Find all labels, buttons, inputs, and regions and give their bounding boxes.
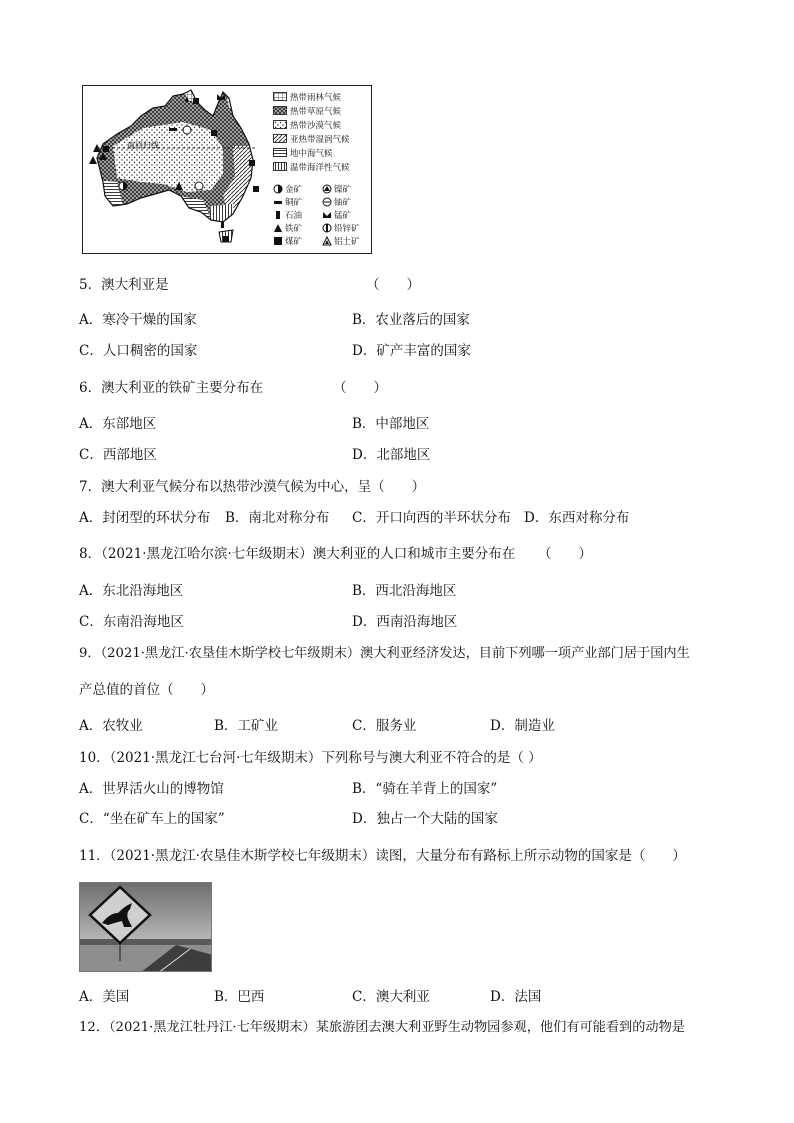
- legend-item: [273, 118, 371, 131]
- copper-icon: [273, 197, 283, 207]
- coal-icon: [193, 98, 199, 104]
- mineral-label: 镍矿: [334, 184, 352, 195]
- q5-option-d[interactable]: D．矿产丰富的国家: [352, 343, 471, 359]
- question-12-stem: 12．（2021·黑龙江牡丹江·七年级期末）某旅游团去澳大利亚野生动物园参观，他们有可能看到的动物是: [79, 1020, 685, 1035]
- mineral-label: 铀矿: [334, 197, 352, 208]
- mineral-label: 铁矿: [285, 223, 303, 234]
- mineral-legend-item: [322, 209, 371, 221]
- mineral-label: 石油: [285, 210, 303, 221]
- tropic-label: 南回归线: [127, 141, 159, 150]
- mineral-legend-item: [322, 235, 371, 247]
- nickel-icon: [322, 184, 332, 194]
- legend-item: [273, 160, 371, 173]
- legend-swatch-diag: [273, 134, 287, 143]
- q10-option-b[interactable]: B．“骑在羊背上的国家”: [352, 781, 498, 797]
- q9-option-b[interactable]: B．工矿业: [214, 718, 278, 734]
- copper-icon: [169, 128, 177, 131]
- q10-option-c[interactable]: C．“坐在矿车上的国家”: [79, 811, 225, 827]
- q7-option-d[interactable]: D．东西对称分布: [524, 510, 630, 526]
- oil-icon: [221, 222, 224, 228]
- mineral-legend-row: [273, 221, 371, 234]
- legend-label: 热带沙漠气候: [290, 120, 342, 131]
- q5-stem-text: 5．澳大利亚是: [79, 277, 169, 293]
- mineral-label: 铅锌矿: [334, 223, 360, 234]
- mineral-legend: [273, 182, 371, 247]
- q9-option-c[interactable]: C．服务业: [352, 718, 417, 734]
- q7-option-c[interactable]: C．开口向西的半环状分布: [352, 510, 511, 526]
- legend-label: 热带草原气候: [290, 106, 342, 117]
- coal-icon: [211, 130, 217, 136]
- q5-option-c[interactable]: C．人口稠密的国家: [79, 343, 198, 359]
- q7-option-a[interactable]: A．封闭型的环状分布: [79, 510, 211, 526]
- q11-option-d[interactable]: D．法国: [490, 989, 542, 1005]
- gold-icon: [273, 184, 283, 194]
- coal-icon: [103, 146, 109, 152]
- legend-item: [273, 132, 371, 145]
- nickel-icon: [183, 126, 191, 134]
- iron-icon: [89, 156, 97, 164]
- q10-option-a[interactable]: A．世界活火山的博物馆: [79, 781, 224, 797]
- climate-zones: [83, 86, 273, 254]
- legend-label: 亚热带湿润气候: [290, 134, 350, 145]
- mineral-legend-item: [273, 183, 322, 195]
- legend-item: [273, 146, 371, 159]
- uranium-icon: [322, 197, 332, 207]
- kangaroo-sign-drawing: [80, 883, 212, 972]
- q5-option-a[interactable]: A．寒冷干燥的国家: [79, 312, 197, 328]
- question-11-stem: 11．（2021·黑龙江·农垦佳木斯学校七年级期末）读图，大量分布有路标上所示动物的国家是（ ）: [79, 848, 686, 864]
- legend-item: [273, 104, 371, 117]
- mineral-legend-item: [322, 183, 371, 195]
- q6-option-d[interactable]: D．北部地区: [352, 447, 431, 463]
- mineral-label: 铜矿: [285, 197, 303, 208]
- legend-swatch-grid: [273, 92, 287, 101]
- q5-option-b[interactable]: B．农业落后的国家: [352, 312, 470, 328]
- oil-icon: [273, 210, 283, 220]
- mineral-label: 锰矿: [334, 210, 352, 221]
- q8-option-d[interactable]: D．西南沿海地区: [352, 614, 458, 630]
- q11-option-c[interactable]: C．澳大利亚: [352, 989, 430, 1005]
- mineral-legend-item: [273, 235, 322, 247]
- q6-blank: （ ）: [333, 380, 387, 396]
- mineral-legend-item: [273, 196, 322, 208]
- question-8-stem: 8．（2021·黑龙江哈尔滨·七年级期末）澳大利亚的人口和城市主要分布在: [79, 546, 516, 562]
- question-5-stem: [79, 276, 169, 294]
- mineral-label: 煤矿: [285, 236, 303, 247]
- climate-legend: [273, 90, 371, 174]
- coal-icon: [223, 236, 229, 242]
- mineral-legend-item: [322, 196, 371, 208]
- coal-icon: [249, 160, 255, 166]
- legend-label: 温带海洋性气候: [290, 162, 350, 173]
- q9-option-a[interactable]: A．农牧业: [79, 718, 143, 734]
- q11-option-a[interactable]: A．美国: [79, 989, 130, 1005]
- mineral-legend-row: [273, 234, 371, 247]
- bauxite-icon: [322, 236, 332, 246]
- coal-icon: [253, 186, 259, 192]
- coal-icon: [273, 236, 283, 246]
- question-10-stem: 10．（2021·黑龙江七台河·七年级期末）下列称号与澳大利亚不符合的是（ ）: [79, 750, 542, 766]
- legend-swatch-dots: [273, 120, 287, 129]
- mineral-legend-item: [273, 209, 322, 221]
- mineral-legend-row: [273, 182, 371, 195]
- q8-option-b[interactable]: B．西北沿海地区: [352, 583, 457, 599]
- australia-climate-mineral-map: [82, 85, 372, 254]
- question-7-stem: 7．澳大利亚气候分布以热带沙漠气候为中心，呈（ ）: [79, 479, 426, 495]
- legend-label: 地中海气候: [290, 148, 333, 159]
- iron-icon: [273, 223, 283, 233]
- q6-option-c[interactable]: C．西部地区: [79, 447, 157, 463]
- legend-item: [273, 90, 371, 103]
- legend-swatch-cross: [273, 106, 287, 115]
- q8-option-a[interactable]: A．东北沿海地区: [79, 583, 184, 599]
- q6-option-a[interactable]: A．东部地区: [79, 416, 157, 432]
- lead-zinc-icon: [322, 223, 332, 233]
- q10-option-d[interactable]: D．独占一个大陆的国家: [352, 811, 498, 827]
- uranium-icon: [195, 182, 203, 190]
- question-9-stem-line-2: 产总值的首位（ ）: [79, 682, 214, 698]
- legend-label: 热带雨林气候: [290, 92, 342, 103]
- mineral-legend-item: [273, 222, 322, 234]
- legend-swatch-vlines: [273, 162, 287, 171]
- mineral-label: 金矿: [285, 184, 303, 195]
- q6-option-b[interactable]: B．中部地区: [352, 416, 430, 432]
- mineral-label: 铝土矿: [334, 236, 360, 247]
- q8-blank: （ ）: [538, 546, 592, 562]
- mineral-legend-item: [322, 222, 371, 234]
- q5-blank: （ ）: [366, 277, 420, 293]
- question-6-stem: 6．澳大利亚的铁矿主要分布在: [79, 380, 264, 396]
- legend-swatch-hlines: [273, 148, 287, 157]
- mineral-legend-row: [273, 208, 371, 221]
- q11-option-b[interactable]: B．巴西: [214, 989, 265, 1005]
- q8-option-c[interactable]: C．东南沿海地区: [79, 614, 184, 630]
- q7-option-b[interactable]: B．南北对称分布: [225, 510, 330, 526]
- mineral-legend-row: [273, 195, 371, 208]
- manganese-icon: [322, 210, 332, 220]
- question-9-stem-line-1: 9．（2021·黑龙江·农垦佳木斯学校七年级期末）澳大利亚经济发达，目前下列哪一项产业部门居于国内生: [79, 646, 690, 661]
- q9-option-d[interactable]: D．制造业: [490, 718, 555, 734]
- kangaroo-road-sign-photo: [79, 882, 212, 972]
